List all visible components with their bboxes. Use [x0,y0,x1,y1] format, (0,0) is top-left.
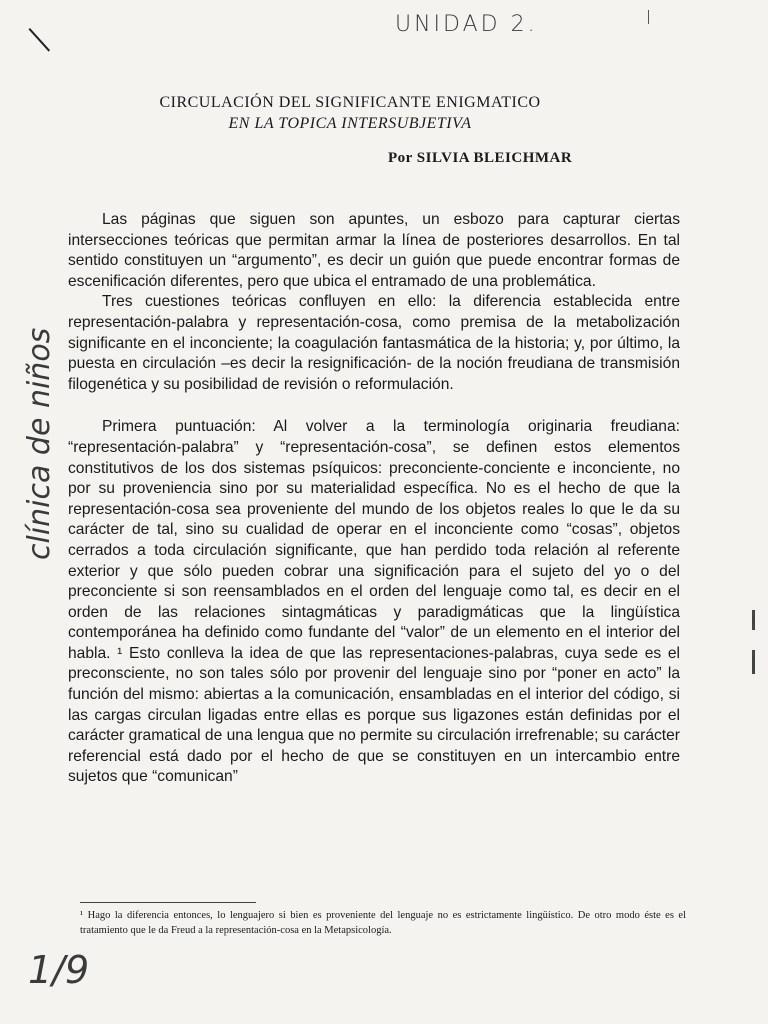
footnote-divider [80,902,256,903]
title-line-2: EN LA TOPICA INTERSUBJETIVA [228,115,472,132]
edge-mark [752,610,755,630]
paragraph: Las páginas que siguen son apuntes, un esbozo para capturar ciertas intersecciones teóricas que permitan armar la línea de posteriores desarrollos. En tal sentido constituyen un “argumento”, es decir un guión que puede encontrar formas de escenificación diferentes, pero que ubica el entramado de una problemática. [68,211,680,290]
footnote: ¹ Hago la diferencia entonces, lo lenguajero si bien es proveniente del lenguaje no es estrictamente lingüístico. De otro modo éste es el tratamiento que le da Freud a la representación-cosa en la Metapsicología. [80,910,686,936]
pen-mark [29,28,51,52]
paragraph: Primera puntuación: Al volver a la terminología originaria freudiana: “representación-palabra” y “representación-cosa”, se definen estos elementos constitutivos de los dos sistemas psíquicos: preconciente-conciente e inconciente, no por su proveniencia sino por su materialidad específica. No es el hecho de que la representación-cosa sea proveniente del mundo de los objetos reales lo que le da su carácter de tal, sino su cualidad de operar en el inconciente como “cosas”, objetos cerrados a toda circulación significante, que han perdido toda relación al referente exterior y que sólo pueden cobrar una significación para el sujeto del yo o del preconciente si son reensamblados en el orden del lenguaje como tal, es decir en el orden de las relaciones sintagmáticas y paradigmáticas que la lingüística contemporánea ha definido como fundante del “valor” de un elemento en el interior del habla. ¹ Esto conlleva la idea de que las representaciones-palabras, cuya sede es el preconsciente, no son tales sólo por provenir del lenguaje sino por “poner en acto” la función del mismo: abiertas a la comunicación, ensambladas en el interior del código, si las cargas circulan ligadas entre ellas es porque sus ligazones están definidas por el carácter gramatical de una lengua que no permite su circulación irrefrenable; su carácter referencial está dado por el hecho de que se constituyen en un intercambio entre sujetos que “comunican” [68,418,680,786]
author-byline: Por SILVIA BLEICHMAR [388,150,573,166]
paragraph: Tres cuestiones teóricas confluyen en ello: la diferencia establecida entre representación-palabra y representación-cosa, como premisa de la metabolización significante en el inconciente; la coagulación fantasmática de la historia; y, por último, la puesta en circulación –es decir la resignificación- de la noción freudiana de transmisión filogenética y su posibilidad de revisión o reformulación. [68,293,680,393]
body-text [68,210,680,788]
handwritten-page-number: 1/9 [28,948,90,992]
title-line-1: CIRCULACIÓN DEL SIGNIFICANTE ENIGMATICO [159,94,541,111]
handwritten-margin-note: clínica de niños [22,327,57,560]
handwritten-unit-label: UNIDAD 2. [395,12,538,37]
pen-tick [648,10,649,24]
document-title [130,92,570,134]
edge-mark [752,650,755,674]
